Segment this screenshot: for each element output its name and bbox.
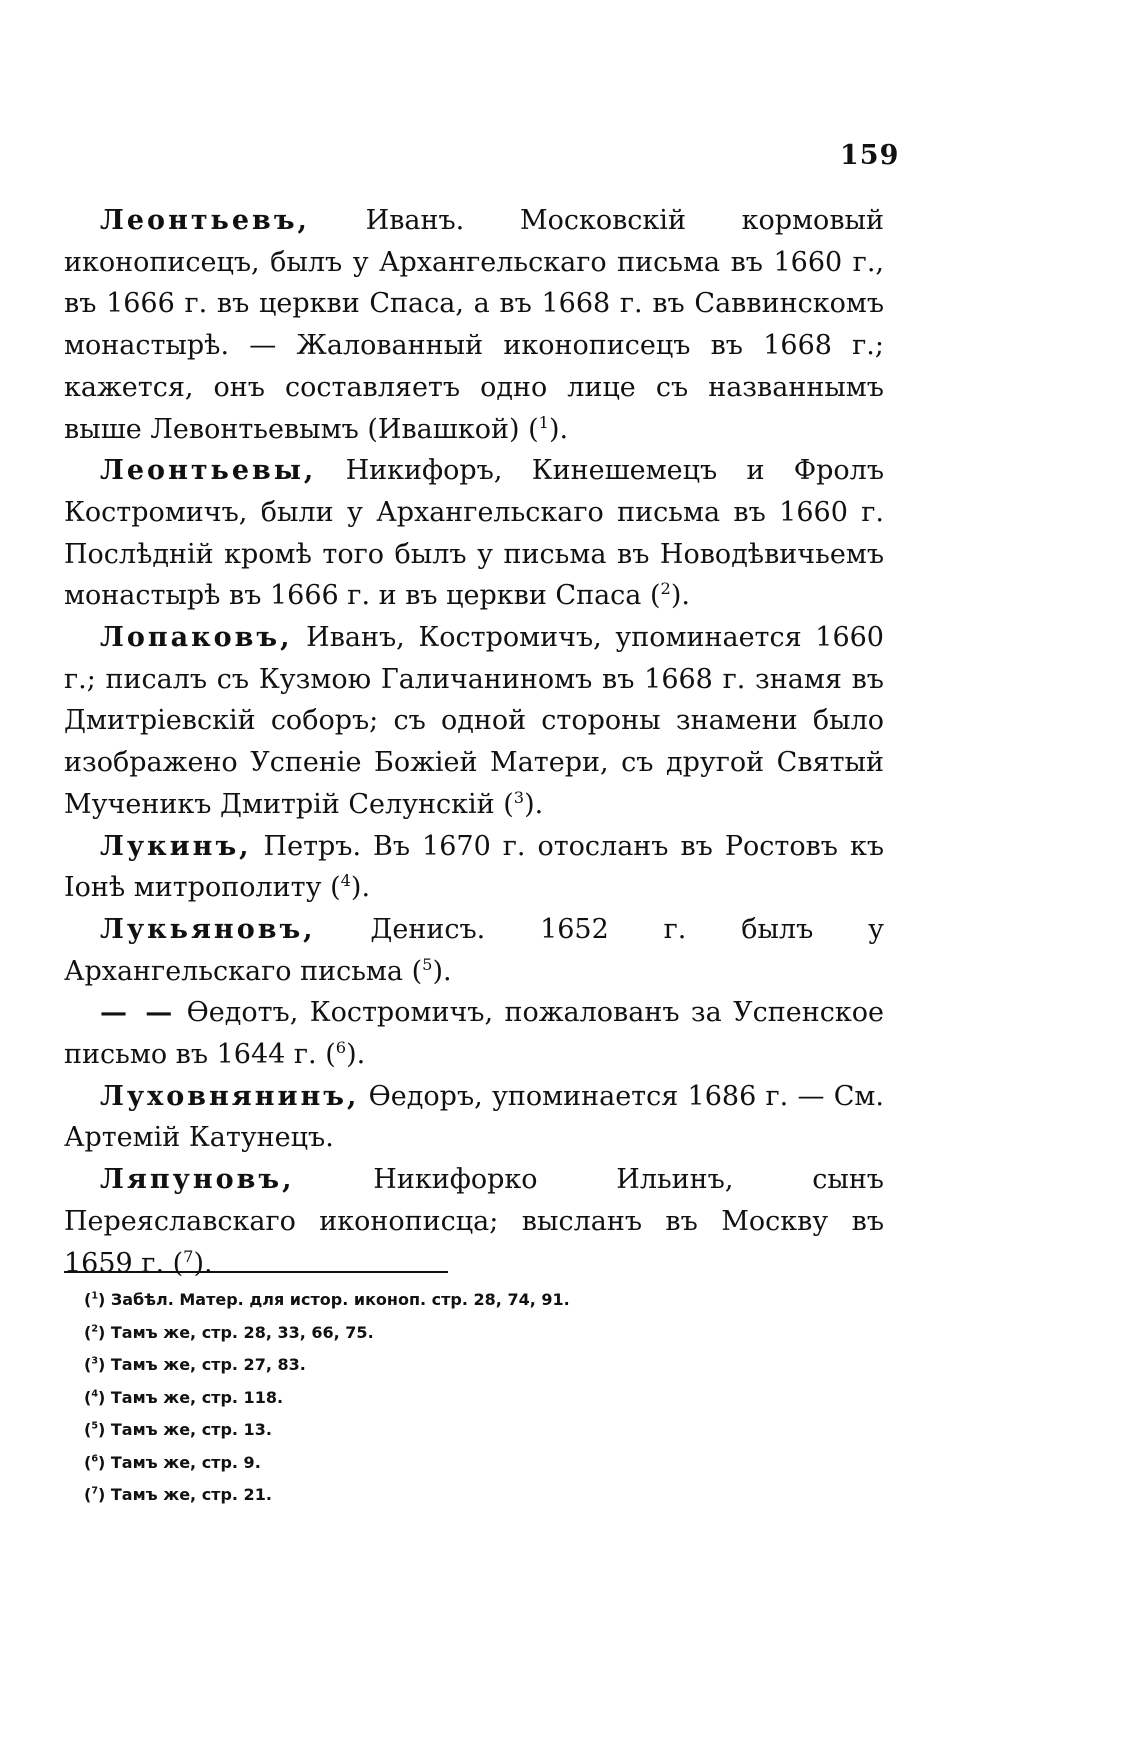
footnote: ($^4$) Тамъ же, стр. 118. [84, 1387, 284, 1407]
main-text [64, 200, 884, 1284]
footnote-mark: 6 [91, 1453, 98, 1465]
entry: Леонтьевъ, Иванъ. Московскій кормовый иконописецъ, былъ у Архангельскаго письма въ 1660 г., въ 1666 г. въ церкви Спаса, а въ 1668 г. въ Саввинскомъ монастырѣ. — Жалованный иконописецъ въ 1668 г.; кажется, онъ составляетъ одно лице съ названнымъ выше Левонтьевымъ (Ивашкой) ($^1$). [64, 205, 884, 445]
footnote-mark: 3 [91, 1355, 98, 1367]
footnote: ($^2$) Тамъ же, стр. 28, 33, 66, 75. [84, 1322, 374, 1342]
entry-surname: Леонтьевъ, [100, 205, 310, 236]
footnote-text: Тамъ же, стр. 21. [110, 1485, 272, 1504]
footnote-ref[interactable]: 1 [538, 412, 549, 432]
footnote-ref[interactable]: 6 [335, 1038, 347, 1058]
footnote-mark: 1 [91, 1290, 98, 1302]
footnote-ref[interactable]: 5 [422, 954, 433, 974]
footnote-mark: 7 [91, 1485, 98, 1497]
entry: Ляпуновъ, Никифорко Ильинъ, сынъ Переяславскаго иконописца; высланъ въ Москву въ 1659 г. ($^7$). [64, 1164, 884, 1279]
entry-text: Денисъ. 1652 г. былъ у Архангельскаго письма [64, 913, 884, 987]
footnote-text: Тамъ же, стр. 13. [110, 1420, 272, 1439]
footnote-text: Забѣл. Матер. для истор. иконоп. стр. 28, 74, 91. [110, 1290, 570, 1309]
footnote-ref[interactable]: 7 [183, 1246, 194, 1266]
footnote-text: Тамъ же, стр. 27, 83. [110, 1355, 306, 1374]
entry-text: Никифоръ, Кинешемецъ и Фролъ Костромичъ, были у Архангельскаго письма въ 1660 г. Послѣдній кромѣ того былъ у письма въ Новодѣвичьемъ монастырѣ въ 1666 г. и въ церкви Спаса [64, 455, 884, 612]
footnote-text: Тамъ же, стр. 28, 33, 66, 75. [110, 1322, 374, 1342]
entry-surname: Лукинъ, [100, 830, 252, 862]
entry-surname: Луховнянинъ, [100, 1080, 360, 1112]
entry-surname: — — [100, 997, 176, 1029]
footnote: ($^1$) Забѣл. Матер. для истор. иконоп. стр. 28, 74, 91. [84, 1290, 570, 1309]
entry-surname: Лопаковъ, [100, 622, 293, 654]
footnote: ($^6$) Тамъ же, стр. 9. [84, 1452, 261, 1472]
entry-surname: Ляпуновъ, [100, 1164, 295, 1196]
footnotes [84, 1284, 684, 1512]
footnote-ref[interactable]: 2 [660, 579, 671, 599]
entry: Лукинъ, Петръ. Въ 1670 г. отосланъ въ Ростовъ къ Іонѣ митрополиту ($^4$). [64, 830, 884, 904]
footnote: ($^7$) Тамъ же, стр. 21. [84, 1485, 272, 1504]
entry: Леонтьевы, Никифоръ, Кинешемецъ и Фролъ Костромичъ, были у Архангельскаго письма въ 1660 г. Послѣдній кромѣ того былъ у письма въ Новодѣвичьемъ монастырѣ въ 1666 г. и въ церкви Спаса ($^2$). [64, 455, 884, 612]
entry-surname: Лукьяновъ, [100, 913, 316, 945]
footnote-mark: 4 [91, 1388, 98, 1400]
entry [64, 1076, 884, 1159]
footnote-text: Тамъ же, стр. 9. [110, 1452, 261, 1472]
footnote: ($^5$) Тамъ же, стр. 13. [84, 1420, 272, 1439]
entry-surname: Леонтьевы, [100, 455, 317, 487]
entry-text: Иванъ, Костромичъ, упоминается 1660 г.; писалъ съ Кузмою Галичаниномъ въ 1668 г. знамя въ Дмитріевскій соборъ; съ одной стороны знамени было изображено Успеніе Божіей Матери, съ другой Святый Мученикъ Дмитрій Селунскій [64, 622, 884, 820]
entry: Лукьяновъ, Денисъ. 1652 г. былъ у Архангельскаго письма ($^5$). [64, 913, 884, 987]
footnote-mark: 5 [91, 1420, 98, 1432]
page-number: 159 [840, 140, 900, 171]
entry-text: Өедотъ, Костромичъ, пожалованъ за Успенское письмо въ 1644 г. [64, 997, 884, 1071]
entry-text: Өедоръ, упоминается 1686 г. — См. Артемій Катунецъ. [64, 1080, 884, 1154]
entry: — — Өедотъ, Костромичъ, пожалованъ за Успенское письмо въ 1644 г. ($^6$). [64, 997, 884, 1071]
footnote-text: Тамъ же, стр. 118. [110, 1387, 284, 1407]
entry-text: Никифорко Ильинъ, сынъ Переяславскаго иконописца; высланъ въ Москву въ 1659 г. [64, 1164, 884, 1279]
footnote-mark: 2 [91, 1323, 98, 1335]
entry-text: Иванъ. Московскій кормовый иконописецъ, былъ у Архангельскаго письма въ 1660 г., въ 1666 г. въ церкви Спаса, а въ 1668 г. въ Саввинскомъ монастырѣ. — Жалованный иконописецъ въ 1668 г.; кажется, онъ составляетъ одно лице съ названнымъ выше Левонтьевымъ (Ивашкой) [64, 205, 884, 445]
entry: Лопаковъ, Иванъ, Костромичъ, упоминается 1660 г.; писалъ съ Кузмою Галичаниномъ въ 1668 г. знамя въ Дмитріевскій соборъ; съ одной стороны знамени было изображено Успеніе Божіей Матери, съ другой Святый Мученикъ Дмитрій Селунскій ($^3$). [64, 622, 884, 820]
footnote-ref[interactable]: 4 [340, 871, 351, 891]
footnote: ($^3$) Тамъ же, стр. 27, 83. [84, 1355, 306, 1374]
entry-text: Петръ. Въ 1670 г. отосланъ въ Ростовъ къ Іонѣ митрополиту [64, 830, 884, 904]
footnote-divider [64, 1271, 448, 1273]
footnote-ref[interactable]: 3 [513, 787, 525, 807]
